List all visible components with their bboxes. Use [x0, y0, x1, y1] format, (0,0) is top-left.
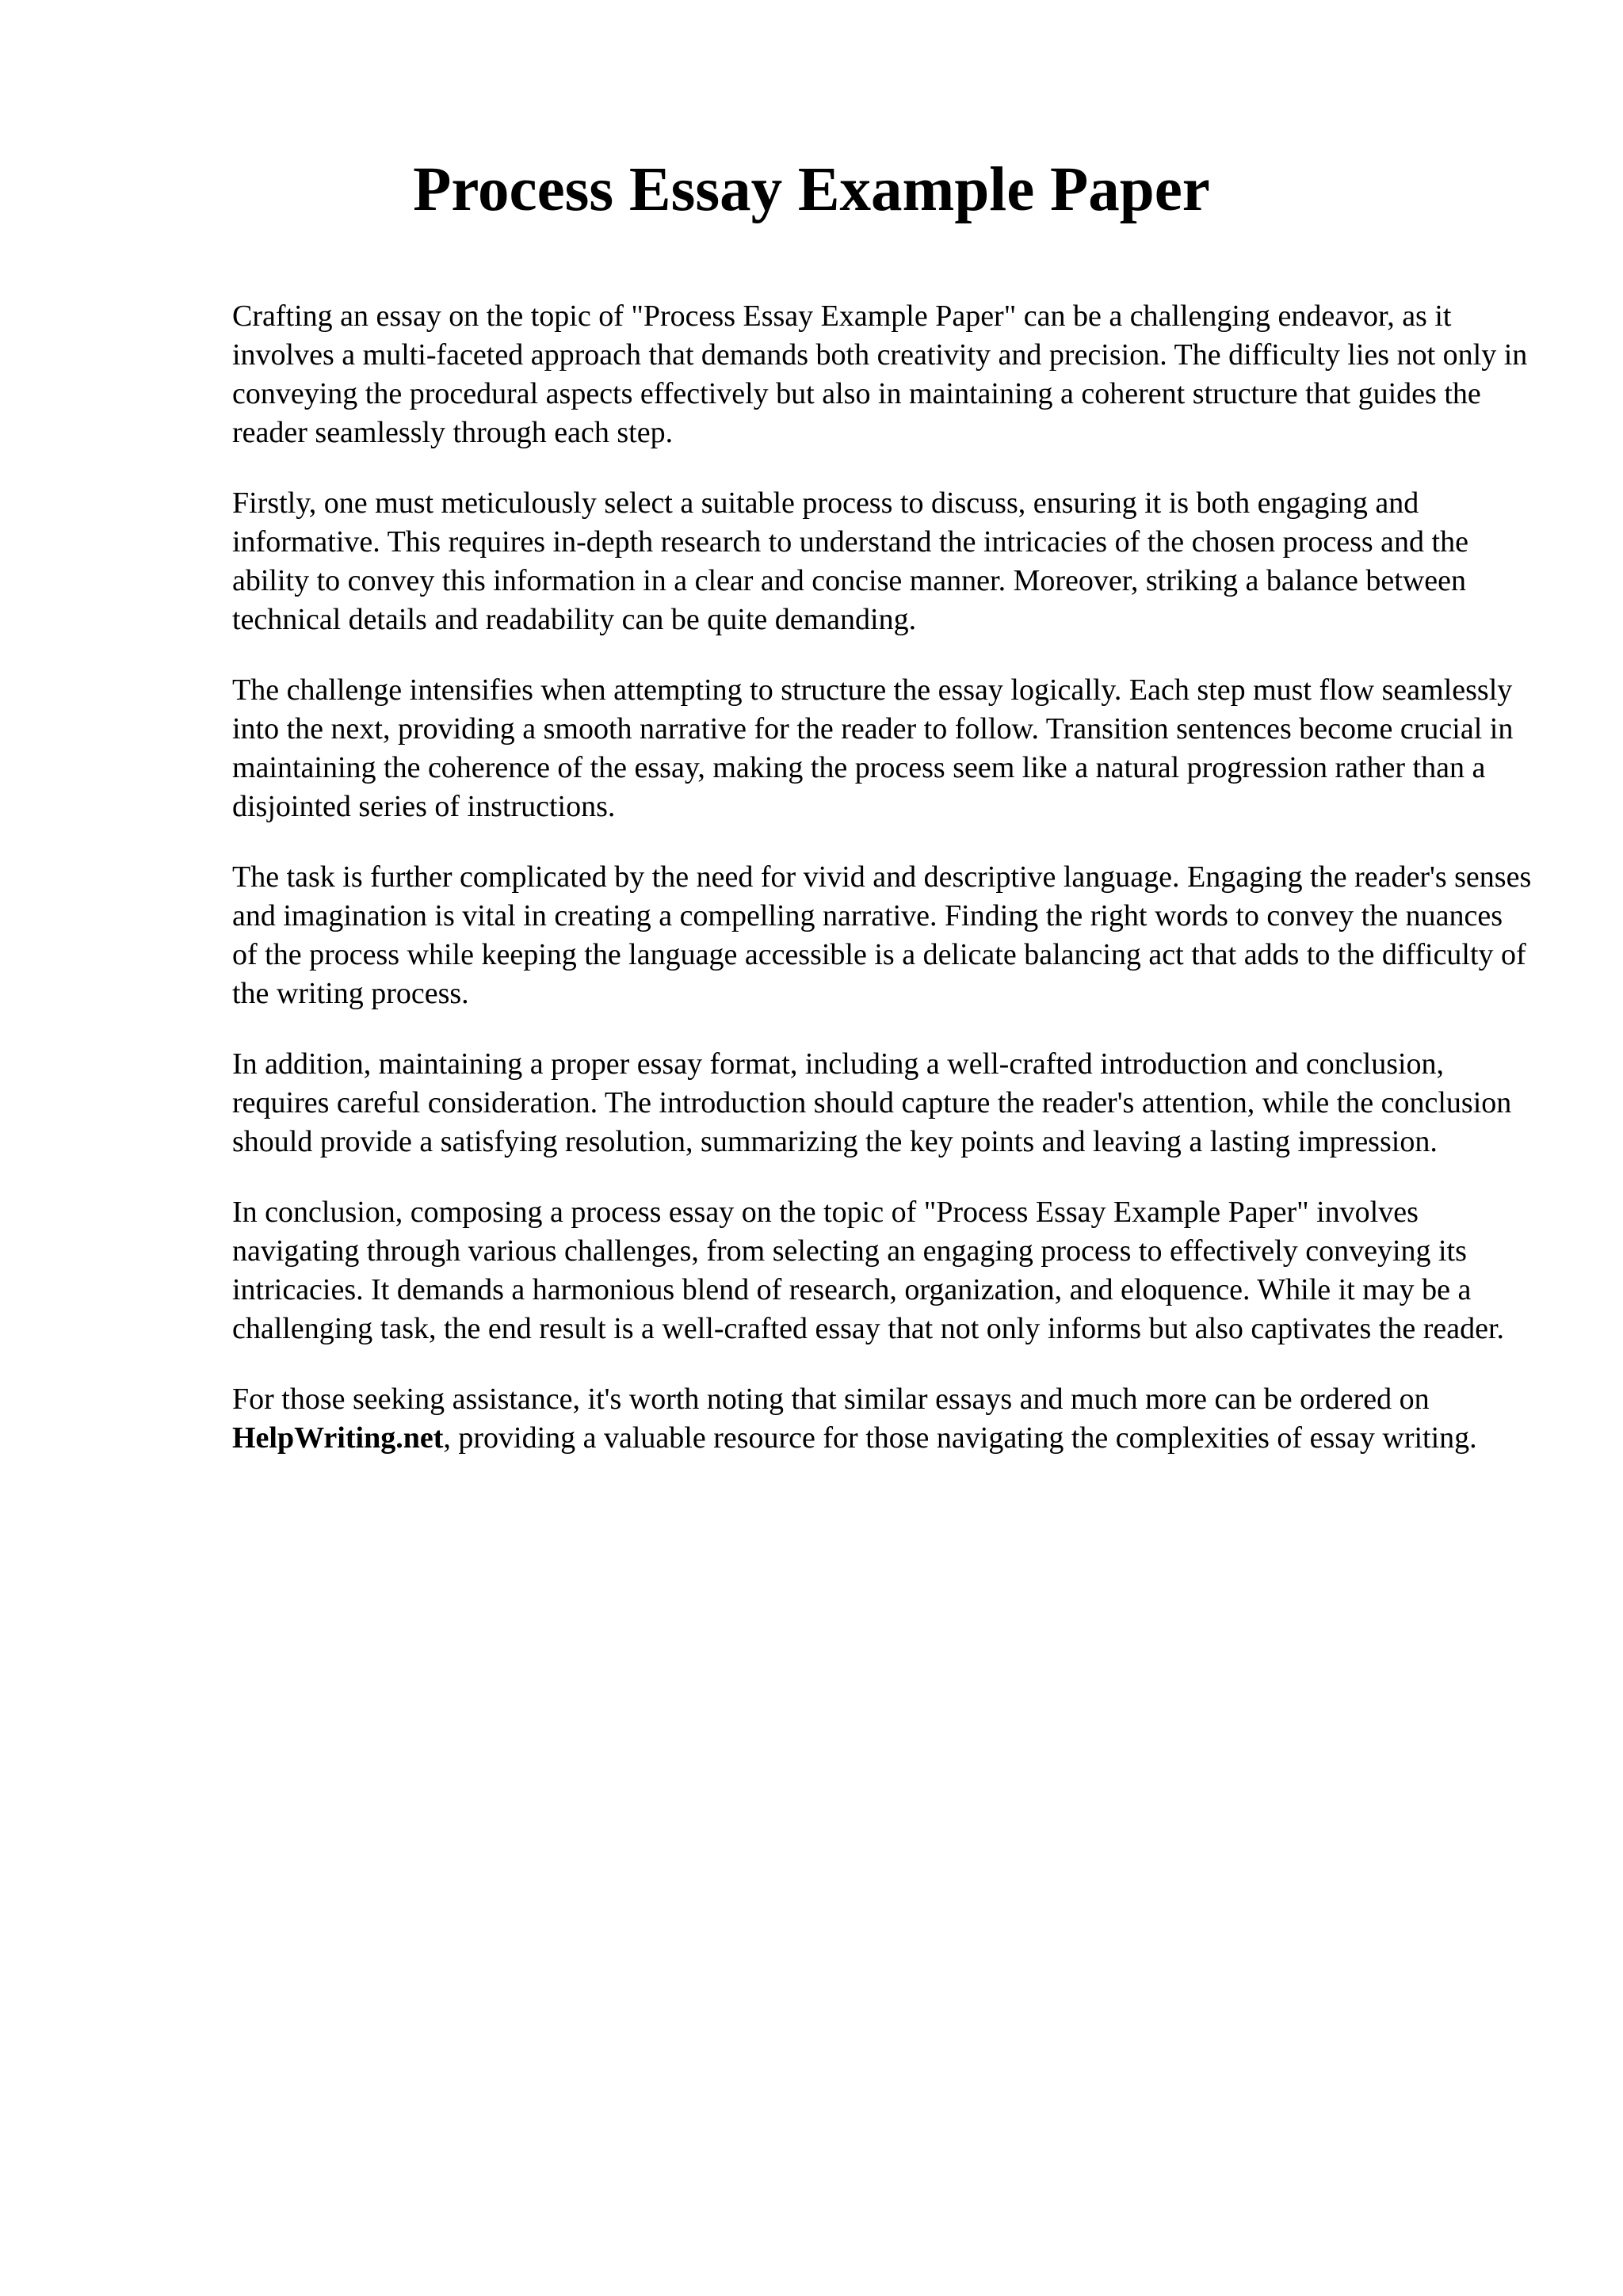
essay-body	[232, 297, 1532, 1489]
paragraph-6: In conclusion, composing a process essay on the topic of "Process Essay Example Paper" involves navigating through various challenges, from selecting an engaging process to effectively conveying its intricacies. It demands a harmonious blend of research, organization, and eloquence. While it may be a challenging task, the end result is a well-crafted essay that not only informs but also captivates the reader.	[232, 1196, 1504, 1345]
helpwriting-link[interactable]: HelpWriting.net	[232, 1421, 444, 1455]
paragraph-1: Crafting an essay on the topic of "Process Essay Example Paper" can be a challenging endeavor, as it involves a multi-faceted approach that demands both creativity and precision. The difficulty lies not only in conveying the procedural aspects effectively but also in maintaining a coherent structure that guides the reader seamlessly through each step.	[232, 299, 1528, 449]
paragraph-2: Firstly, one must meticulously select a suitable process to discuss, ensuring it is both engaging and informative. This requires in-depth research to understand the intricacies of the chosen process and the ability to convey this information in a clear and concise manner. Moreover, striking a balance between technical details and readability can be quite demanding.	[232, 486, 1468, 636]
paragraph-4: The task is further complicated by the need for vivid and descriptive language. Engaging the reader's senses and imagination is vital in creating a compelling narrative. Finding the right words to convey the nuances of the process while keeping the language accessible is a delicate balancing act that adds to the difficulty of the writing process.	[232, 860, 1532, 1010]
paragraph-3: The challenge intensifies when attempting to structure the essay logically. Each step must flow seamlessly into the next, providing a smooth narrative for the reader to follow. Transition sentences become crucial in maintaining the coherence of the essay, making the process seem like a natural progression rather than a disjointed series of instructions.	[232, 673, 1514, 823]
paragraph-5: In addition, maintaining a proper essay format, including a well-crafted introduction and conclusion, requires careful consideration. The introduction should capture the reader's attention, while the conclusion should provide a satisfying resolution, summarizing the key points and leaving a lasting impression.	[232, 1047, 1512, 1158]
page-title: Process Essay Example Paper	[413, 155, 1210, 224]
closing-paragraph	[232, 1380, 1532, 1458]
closing-text-after: , providing a valuable resource for those navigating the complexities of essay writing.	[443, 1421, 1477, 1455]
closing-text-before: For those seeking assistance, it's worth noting that similar essays and much more can be ordered on	[232, 1383, 1430, 1416]
